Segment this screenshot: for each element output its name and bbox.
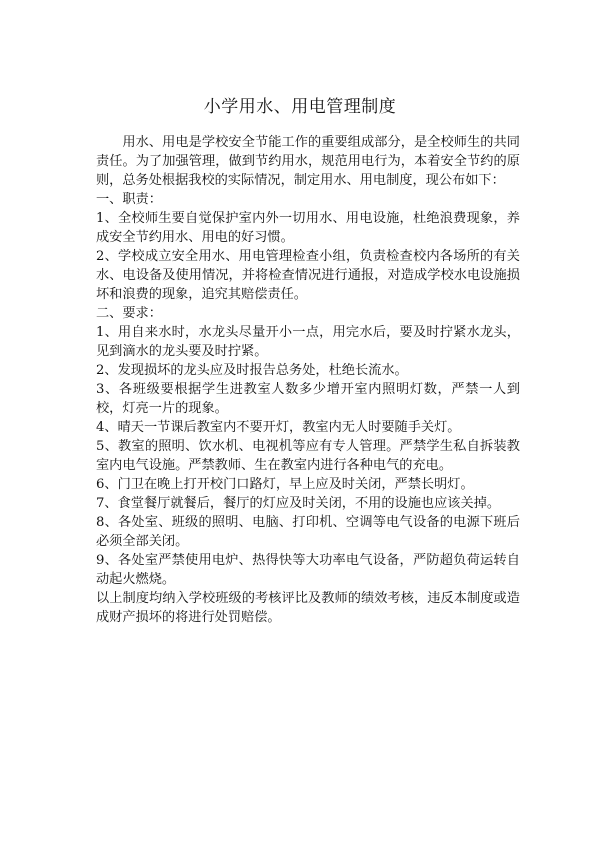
closing-paragraph: 以上制度均纳入学校班级的考核评比及教师的绩效考核，违反本制度或造成财产损坏的将进行处罚赔偿。 [96,591,520,625]
requirement-item: 6、门卫在晚上打开校门口路灯，早上应及时关闭，严禁长明灯。 [96,477,474,492]
requirement-item: 5、教室的照明、饮水机、电视机等应有专人管理。严禁学生私自拆装教室内电气设施。严禁教师、生在教室内进行各种电气的充电。 [96,439,520,473]
requirement-item: 9、各处室严禁使用电炉、热得快等大功率电气设备，严防超负荷运转自动起火燃烧。 [96,553,520,587]
requirement-item: 3、各班级要根据学生进教室人数多少增开室内照明灯数，严禁一人到校，灯亮一片的现象。 [96,382,520,416]
intro-paragraph: 用水、用电是学校安全节能工作的重要组成部分，是全校师生的共同责任。为了加强管理，做到节约用水，规范用电行为，本着安全节约的原则，总务处根据我校的实际情况，制定用水、用电制度，现公布如下： [96,135,520,188]
document-body [96,133,520,627]
duty-item: 2、学校成立安全用水、用电管理检查小组，负责检查校内各场所的有关水、电设备及使用情况，并将检查情况进行通报，对造成学校水电设施损坏和浪费的现象，追究其赔偿责任。 [96,249,520,302]
section-heading-duties: 一、职责： [96,192,162,207]
requirement-item: 2、发现损坏的龙头应及时报告总务处，杜绝长流水。 [96,363,408,378]
requirement-item: 8、各处室、班级的照明、电脑、打印机、空调等电气设备的电源下班后必须全部关闭。 [96,515,520,549]
requirement-item: 7、食堂餐厅就餐后，餐厅的灯应及时关闭，不用的设施也应该关掉。 [96,496,501,511]
requirement-item: 1、用自来水时，水龙头尽量开小一点，用完水后，要及时拧紧水龙头，见到滴水的龙头要及时拧紧。 [96,325,520,359]
section-heading-requirements: 二、要求： [96,306,162,321]
duty-item: 1、全校师生要自觉保护室内外一切用水、用电设施，杜绝浪费现象，养成安全节约用水、用电的好习惯。 [96,211,520,245]
requirement-item: 4、晴天一节课后教室内不要开灯，教室内无人时要随手关灯。 [96,420,461,435]
document-title: 小学用水、用电管理制度 [203,97,397,117]
